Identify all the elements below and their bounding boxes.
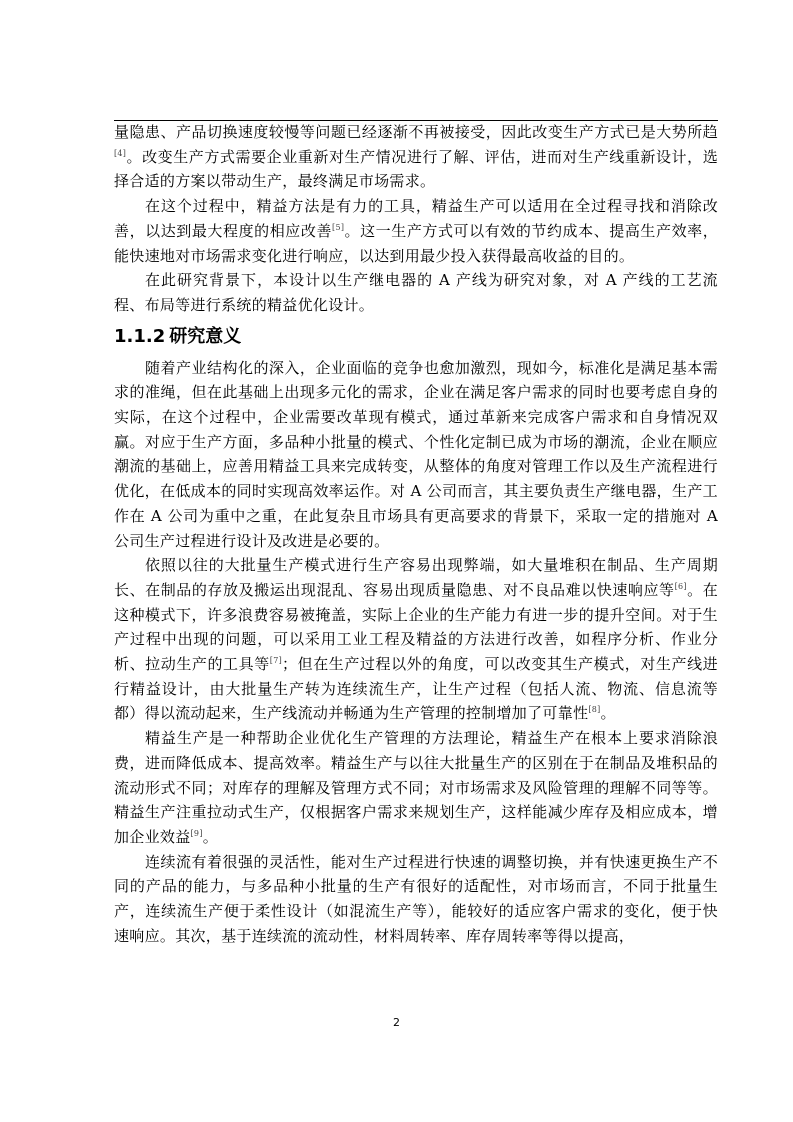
paragraph-text: 。这一生产方式可以有效的节约成本、提高生产效率，能快速地对市场需求变化进行响应，以达到用最少投入获得最高收益的目的。 bbox=[114, 221, 719, 265]
citation-ref: [9] bbox=[190, 828, 203, 838]
paragraph bbox=[114, 850, 718, 949]
paragraph bbox=[114, 356, 718, 554]
paragraph-text: ；但在生产过程以外的角度，可以改变其生产模式，对生产线进行精益设计，由大批量生产转为连续流生产，让生产过程（包括人流、物流、信息流等都）得以流动起来，生产线流动并畅通为生产管理的控制增加了可靠性 bbox=[114, 655, 718, 723]
paragraphs-top bbox=[114, 120, 718, 318]
citation-ref: [5] bbox=[332, 222, 345, 232]
paragraph bbox=[114, 194, 718, 268]
section-heading bbox=[114, 326, 718, 348]
section-number: 1.1.2 bbox=[114, 325, 166, 347]
page-body bbox=[114, 120, 718, 949]
paragraphs-bottom bbox=[114, 356, 718, 949]
paragraph-text: 。 bbox=[600, 704, 616, 723]
paragraph-text: 量隐患、产品切换速度较慢等问题已经逐渐不再被接受，因此改变生产方式已是大势所趋 bbox=[114, 123, 718, 141]
paragraph-text: 在这个过程中，精益方法是有力的工具，精益生产可以适用在全过程寻找和消除改善，以达到最大程度的相应改善 bbox=[114, 197, 718, 240]
paragraph-text: 。 bbox=[202, 827, 219, 846]
citation-ref: [8] bbox=[588, 705, 601, 715]
paragraph-text: 依照以往的大批量生产模式进行生产容易出现弊端，如大量堆积在制品、生产周期长、在制品的存放及搬运出现混乱、容易出现质量隐患、对不良品难以快速响应等 bbox=[114, 556, 718, 599]
section-title: 研究意义 bbox=[169, 325, 242, 347]
paragraph bbox=[114, 268, 718, 317]
paragraph bbox=[114, 553, 718, 726]
citation-ref: [7] bbox=[269, 656, 283, 666]
paragraph-text: 随着产业结构化的深入，企业面临的竞争也愈加激烈，现如今，标准化是满足基本需求的准绳，但在此基础上出现多元化的需求，企业在满足客户需求的同时也要考虑自身的实际，在这个过程中，企业需要改革现有模式，通过革新来完成客户需求和自身情况双赢。对应于生产方面，多品种小批量的模式、个性化定制已成为市场的潮流，企业在顺应潮流的基础上，应善用精益工具来完成转变，从整体的角度对管理工作以及生产流程进行优化，在低成本的同时实现高效率运作。对 A 公司而言，其主要负责生产继电器，生产工作在 A 公司为重中之重，在此复杂且市场具有更高要求的背景下，采取一定的措施对 A 公司生产过程进行设计及改进是必要的。 bbox=[114, 358, 718, 550]
paragraph-text: 。在这种模式下，许多浪费容易被掩盖，实际上企业的生产能力有进一步的提升空间。对于生产过程中出现的问题，可以采用工业工程及精益的方法进行改善，如程序分析、作业分析、拉动生产的工具等 bbox=[114, 580, 718, 674]
paragraph-text: 。改变生产方式需要企业重新对生产情况进行了解、评估，进而对生产线重新设计，选择合适的方案以带动生产，最终满足市场需求。 bbox=[114, 147, 718, 191]
paragraph-text: 精益生产是一种帮助企业优化生产管理的方法理论，精益生产在根本上要求消除浪费，进而降低成本、提高效率。精益生产与以往大批量生产的区别在于在制品及堆积品的流动形式不同；对库存的理解及管理方式不同；对市场需求及风险管理的理解不同等等。精益生产注重拉动式生产，仅根据客户需求来规划生产，这样能减少库存及相应成本，增加企业效益 bbox=[114, 729, 718, 846]
paragraph-text: 连续流有着很强的灵活性，能对生产过程进行快速的调整切换，并有快速更换生产不同的产品的能力，与多品种小批量的生产有很好的适配性，对市场而言，不同于批量生产，连续流生产便于柔性设计（如混流生产等），能较好的适应客户需求的变化，便于快速响应。其次，基于连续流的流动性，材料周转率、库存周转率等得以提高， bbox=[114, 852, 718, 945]
paragraph bbox=[114, 120, 718, 194]
citation-ref: [4] bbox=[114, 148, 127, 158]
paragraph-text: 在此研究背景下，本设计以生产继电器的 A 产线为研究对象，对 A 产线的工艺流程、布局等进行系统的精益优化设计。 bbox=[114, 271, 718, 314]
citation-ref: [6] bbox=[674, 581, 687, 591]
paragraph bbox=[114, 726, 718, 850]
page-number: 2 bbox=[393, 1016, 400, 1029]
